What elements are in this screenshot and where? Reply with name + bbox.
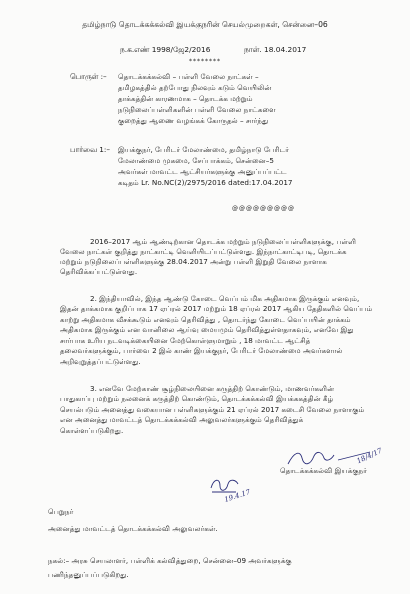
header-separator: ******** [189, 58, 221, 65]
reference-line: அவர்கள் மாவட்ட ஆட்சியர்களுக்கு அனுப்பப்பட்ட [118, 167, 287, 176]
paragraph-3-line: செயல்படும் அனைத்து வகையான பள்ளிகளுக்கும் 21 ஏப்ரல் 2017 கடைசி வேலை நாளாகும் [60, 405, 365, 414]
subject-line: தாக்கத்தின் காரணமாக – தொடக்க மற்றும் [118, 94, 253, 103]
recipient-text: அனைத்து மாவட்டத் தொடக்கக்கல்வி அலுவலர்கள். [48, 524, 218, 533]
paragraph-2-line: காற்று அதிகமாக வீசக்கூடும் எனவும் தெரிவித்து , தொடர்ந்து கோடை வெப்பயின் தாக்கம் [60, 315, 351, 324]
paragraph-3-line: கொள்ளப்படுகிறது. [60, 426, 124, 435]
paragraph-1-line: தெரிவிக்கப்பட்டுள்ளது. [60, 267, 138, 276]
copy-line: நகல்:– அரசு செயலாளர், பள்ளிக் கல்வித்துறை, சென்னை–09 அவர்களுக்கு [48, 556, 292, 565]
signature-designation: தொடக்கக்கல்வி இயக்குநர் [280, 466, 368, 475]
reference-number: ந.க.எண் 1998/ஜே2/2016 [120, 45, 211, 54]
paragraph-3-line: 3. எனவே மேற்காண் சூழ்நிலையினை கருத்திற் கொண்டும், மாணவர்களின் [90, 384, 335, 393]
paragraph-3-line: பாதுகாப்பு மற்றும் நலனைக் கருத்திற் கொண்டும், தொடக்கக்கல்வி இயக்ககத்தின் கீழ் [60, 394, 334, 403]
subject-label: பொருள் :– [70, 72, 107, 81]
copy-line: பணிந்தனுப்பப்படுகிறது. [48, 570, 129, 579]
paragraph-2-line: அறிவுறுத்தப்பட்டுள்ளது. [60, 357, 141, 366]
subject-line: தொடக்கக்கல்வி – பள்ளி வேலை நாட்கள் – [118, 72, 259, 81]
subject-line: தமிழகத்தில் தற்போது நிலவும் கடும் வெயிலின் [118, 83, 272, 92]
paragraph-1-line: 2016–2017 ஆம் ஆண்டிற்கான தொடக்க மற்றும் நடுநிலைப்பள்ளிகளுக்கு, பள்ளி [90, 237, 357, 246]
paragraph-3-line: என அனைத்து மாவட்டத் தொடக்கக்கல்வி அலுவலர்களுக்கும் தெரிவித்துக் [60, 415, 304, 424]
subject-line: குறைத்து ஆணை வழங்கக் கோருதல் – சார்ந்து [118, 116, 269, 125]
signature-date: 18/4/17 [355, 446, 384, 466]
date-label: நாள். [244, 45, 262, 54]
initials-date: 19.4.17 [223, 488, 252, 504]
date-value: 18.04.2017 [264, 45, 307, 54]
reference-line: கடிதம் Lr. No.NC(2)/2975/2016 dated:17.04.2017 [118, 178, 293, 187]
paragraph-2-line: இதன் தாக்கமாக குறிப்பாக 17 ஏப்ரல் 2017 மற்றும் 18 ஏப்ரல் 2017 ஆகிய தேதிகளில் வெப்பம் [60, 304, 373, 313]
reference-line: இயக்குநர், பேரிடர் மேலாண்மை, தமிழ்நாடு பேரிடர் [118, 145, 290, 154]
paragraph-2-line: 2. இந்தியாவில், இந்த ஆண்டு கோடை வெப்பம் மிக அதிகமாக இருக்கும் எனவும், [90, 294, 360, 303]
paragraph-1-line: மற்றும் நடுநிலைப்பள்ளிகளுக்கு 28.04.2017 அன்று பள்ளி இறுதி வேலை நாளாக [60, 257, 327, 266]
office-title: தமிழ்நாடு தொடக்கக்கல்வி இயக்குநரின் செயல்முறைகள், சென்னை–06 [82, 20, 328, 29]
paragraph-1-line: வேலை நாட்கள் குறித்து நாட்காட்டி வெளியிடப்பட்டுள்ளது. இந்நாட்காட்டிபடி, தொடக்க [60, 247, 347, 256]
subject-line: நடுநிலைப்பள்ளிகளின் பள்ளி வேலை நாட்களை [118, 105, 276, 114]
reference-label: பார்வை 1:– [70, 145, 111, 154]
recipient-label: பெறுநர் [48, 507, 74, 516]
reference-line: மேலாண்மை முகமை, சேப்பாக்கம், சென்னை–5 [118, 156, 274, 165]
section-divider: @@@@@@@@@ [232, 205, 295, 212]
paragraph-2-line: தலைவர்களுக்கும், பார்வை 2 இல் காண் இயக்குநர், பேரிடர் மேலாண்மை அவர்களால் [60, 346, 343, 355]
paragraph-2-line: அதிகமாக இருக்கும் என வானிலை ஆய்வு மையமும் தெரிவித்துள்ளதாகவும், எனவே இது [60, 325, 354, 334]
paragraph-2-line: சார்பாக உரிய நடவடிக்கையினை மேற்கொள்ளுமாறும் , 18 மாவட்ட ஆட்சித் [60, 336, 311, 345]
